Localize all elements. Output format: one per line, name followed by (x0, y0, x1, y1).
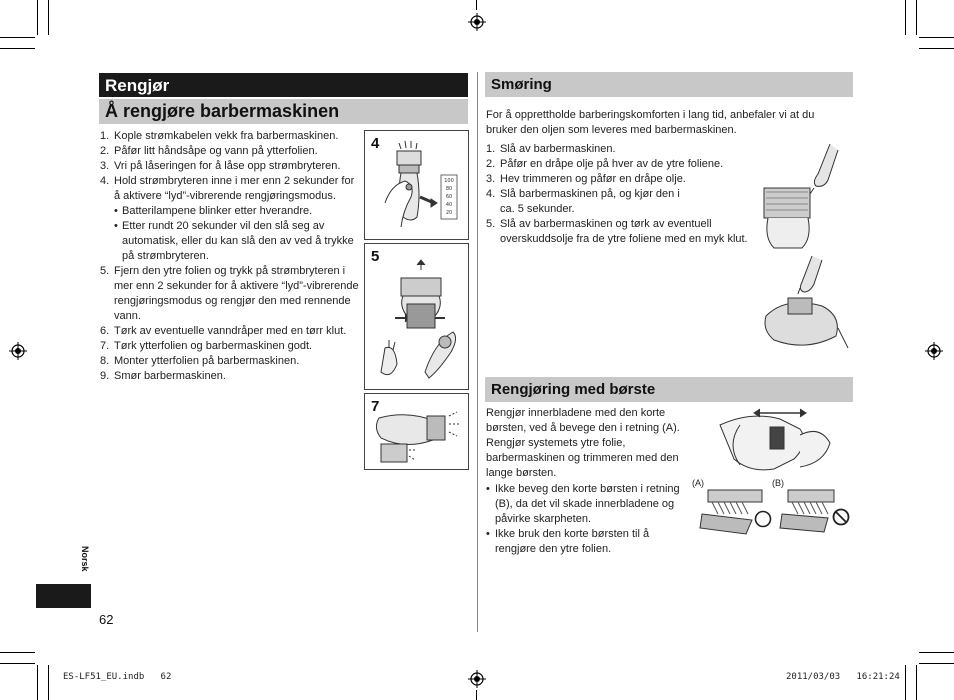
list-item: 6. Tørk av eventuelle vanndråper med en tørr klut. (100, 325, 347, 337)
crop-mark (476, 0, 477, 10)
list-item: • Ikke bruk den korte børsten til å rengjøre den ytre folien. (486, 527, 686, 557)
section-title: Rengjør (99, 73, 468, 97)
crop-mark (905, 665, 906, 700)
label-direction-b: (B) (772, 478, 784, 488)
drying-illustration (365, 394, 468, 469)
crop-mark (919, 37, 954, 38)
list-item: 2. Påfør litt håndsåpe og vann på ytterfolien. (100, 145, 318, 157)
sub-bullet: • Batterilampene blinker etter hverandre. (100, 204, 362, 219)
cleaning-steps (100, 129, 362, 384)
list-item: 4. Hold strømbryteren inne i mer enn 2 sekunder for å aktivere “lyd”-vibrerende rengjøringsmodus. • Batterilampene blinker etter hverandre. • Etter rundt 20 sekunder vil den slå seg av automatisk, eller du kan slå den av ved å trykke på strømbryteren. (100, 174, 362, 264)
crop-mark (919, 48, 954, 49)
list-item: 1. Kople strømkabelen vekk fra barbermaskinen. (100, 130, 339, 142)
crop-mark (37, 0, 38, 35)
list-item: 5. Slå av barbermaskinen og tørk av eventuell overskuddsolje fra de ytre foliene med en myk klut. (486, 218, 748, 245)
figure-number: 7 (371, 398, 380, 415)
registration-mark-icon (925, 342, 943, 360)
lubrication-intro: For å opprettholde barberingskomforten i lang tid, anbefaler vi at du bruker den oljen som leveres med barbermaskinen. (486, 109, 815, 136)
crop-mark (919, 663, 954, 664)
crop-mark (0, 37, 35, 38)
registration-mark-icon (468, 670, 486, 688)
crop-mark (0, 652, 35, 653)
brush-cleaning-text: Rengjør innerbladene med den korte børsten, ved å bevege den i retning (A). Rengjør systemets ytre folie, barbermaskinen og trimmeren med den lange børsten. (486, 407, 680, 479)
crop-mark (48, 665, 49, 700)
crop-mark (476, 690, 477, 700)
crop-mark (916, 665, 917, 700)
registration-mark-icon (9, 342, 27, 360)
list-item: 4. Slå barbermaskinen på, og kjør den i ca. 5 sekunder. (486, 188, 680, 215)
list-item: 2. Påfør en dråpe olje på hver av de ytre foliene. (486, 158, 724, 170)
figure-number: 4 (371, 135, 380, 152)
figure-number: 5 (371, 248, 380, 265)
list-item: 1. Slå av barbermaskinen. (486, 143, 616, 155)
crop-mark (37, 665, 38, 700)
crop-mark (919, 652, 954, 653)
ok-circle-icon (754, 510, 772, 528)
lubrication-steps (486, 142, 756, 247)
battery-indicator: 100 80 60 40 20 (444, 178, 454, 216)
column-divider (477, 72, 478, 632)
prohibited-icon (832, 508, 850, 526)
registration-mark-icon (468, 13, 486, 31)
figure-step-7 (364, 393, 469, 470)
foil-removal-illustration (365, 244, 468, 389)
list-item: 9. Smør barbermaskinen. (100, 370, 226, 382)
crop-mark (905, 0, 906, 35)
crop-mark (916, 0, 917, 35)
figure-step-5 (364, 243, 469, 390)
list-item: 8. Monter ytterfolien på barbermaskinen. (100, 355, 300, 367)
footer-file: ES-LF51_EU.indb 62 (63, 672, 172, 682)
list-item: 3. Vri på låseringen for å låse opp strømbryteren. (100, 160, 341, 172)
label-direction-a: (A) (692, 478, 704, 488)
footer-timestamp: 2011/03/03 16:21:24 (786, 672, 900, 682)
crop-mark (0, 663, 35, 664)
lubrication-title: Smøring (485, 72, 853, 97)
list-item: • Ikke beveg den korte børsten i retning (B), da det vil skade innerbladene og påvirke skarpheten. (486, 482, 686, 527)
crop-mark (48, 0, 49, 35)
subsection-title: Å rengjøre barbermaskinen (99, 99, 468, 124)
list-item: 5. Fjern den ytre folien og trykk på strømbryteren i mer enn 2 sekunder for å aktivere “lyd”-vibrerende rengjøringsmodus og rengjør den med rennende vann. (100, 265, 359, 322)
list-item: 3. Hev trimmeren og påfør en dråpe olje. (486, 173, 686, 185)
page-number: 62 (99, 612, 114, 627)
language-tab (36, 584, 91, 608)
crop-mark (0, 48, 35, 49)
language-tab-label: Norsk (80, 546, 90, 572)
oil-application-illustration (760, 138, 852, 362)
sub-bullet: • Etter rundt 20 sekunder vil den slå seg av automatisk, eller du kan slå den av ved å trykke på strømbryteren. (100, 219, 362, 264)
brush-cleaning-illustration (700, 405, 855, 480)
list-item: 7. Tørk ytterfolien og barbermaskinen godt. (100, 340, 313, 352)
brush-warnings (486, 482, 686, 557)
brush-cleaning-title: Rengjøring med børste (485, 377, 853, 402)
figure-step-4 (364, 130, 469, 240)
